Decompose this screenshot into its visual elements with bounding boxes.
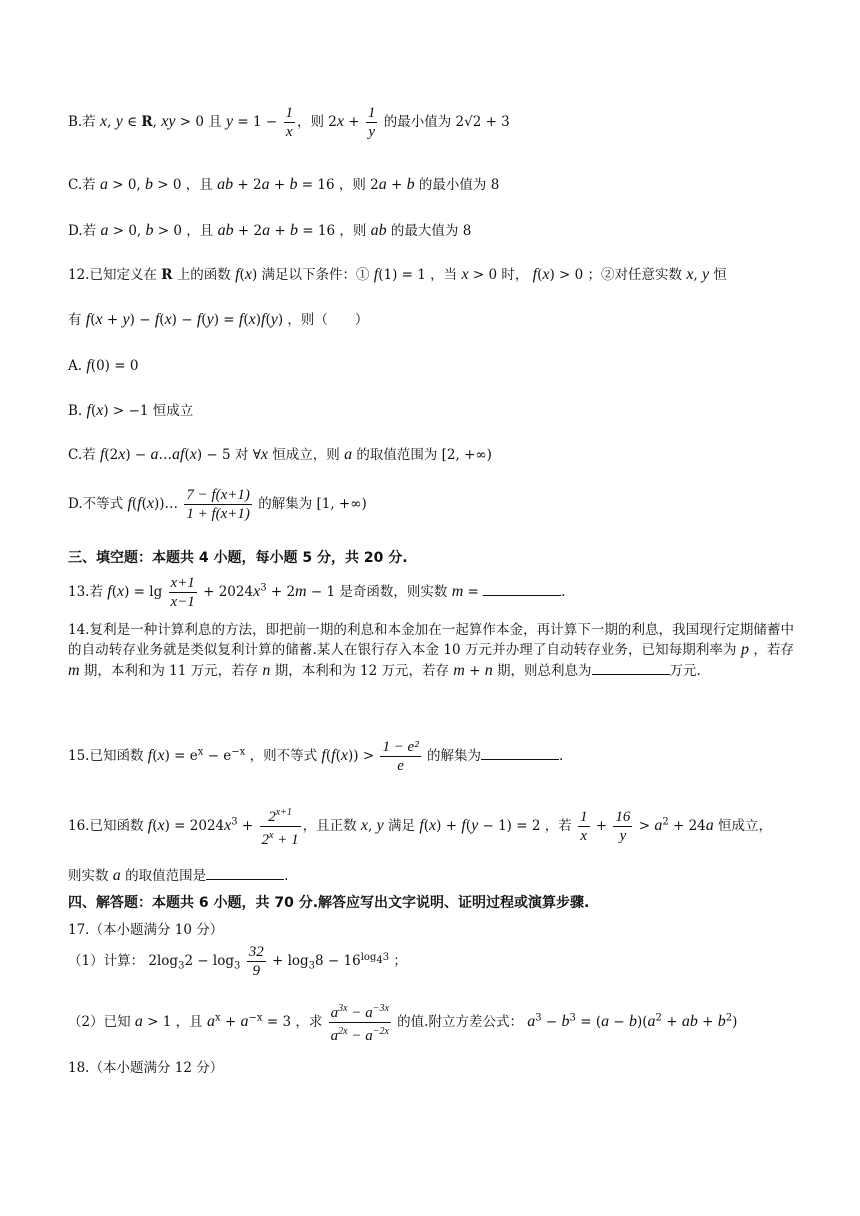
question-17-part-2: （2）已知 a > 1 ，且 $a^x + a^{-x} = 3$ ，求 $\frac{a^{3x} - a^{-3x}}{a^{2x} - a^{-2x}}$ 的值.附立方差公式： $a^3 - b^3 = (a - b)(a^2$ + ab + $b^2$) (68, 1000, 737, 1045)
option-b: B.若 x, y ∈ R, xy > 0 且 y = 1 − $\frac{1}{x}$ ，则 2x + $\frac{1}{y}$ 的最小值为 2√2 + 3 (68, 105, 510, 140)
question-16-line-2: 则实数 a 的取值范围是 . (68, 867, 289, 884)
question-14: 14.复利是一种计算利息的方法，即把前一期的利息和本金加在一起算作本金，再计算下一期的利息，我国现行定期储蓄中的自动转存业务就是类似复利计算的储蓄.某人在银行存入本金 10 万元并办理了自动转存业务，已知每期利率为 p ，若存 m 期，本利和为 11 万元，若存 n 期，本利和为 12 万元，若存 m + n 期，则总利息为 万元. (68, 622, 795, 679)
question-12-option-a: A. f(0) = 0 (68, 357, 139, 374)
question-16-line-1: 16.已知函数 $f(x) = 2024x^3$ + $\frac{2^{x+1}}{2^x + 1}$ ，且正数 x, y 满足 f(x) + f(y − 1) = 2 ，若 $\frac{1}{x}$ + $\frac{16}{y}$ > $a^2 + 24a$ 恒成立， (68, 804, 772, 849)
question-12-option-d: D.不等式 f(f(x))… $\frac{7 - f(x+1)}{1 + f(x+1)}$ 的解集为 [1, +∞) (68, 487, 367, 522)
option-d: D.若 a > 0, b > 0 ，且 ab + 2a + b = 16 ，则 ab 的最大值为 8 (68, 222, 472, 239)
question-12-option-c: C.若 f(2x) − a…af(x) − 5 对 ∀x 恒成立，则 a 的取值范围为 [2, +∞) (68, 446, 492, 463)
question-15: 15.已知函数 $f(x) = e^x - e^{-x}$ ，则不等式 f(f(x)) > $\frac{\text{1 − e²}}{e}$ 的解集为 . (68, 739, 564, 774)
question-12-option-b: B. f(x) > −1 恒成立 (68, 402, 194, 419)
section-4-heading: 四、解答题：本题共 6 小题，共 70 分.解答应写出文字说明、证明过程或演算步骤. (68, 895, 590, 911)
question-17-header: 17.（本小题满分 10 分） (68, 922, 224, 938)
question-18-header: 18.（本小题满分 12 分） (68, 1060, 224, 1076)
question-17-part-1: （1）计算： $2\log_32 - \log_3$ $\frac{32}{9}$ + $\log_38 - 16^{log_43}$ ； (68, 944, 407, 979)
question-13: 13.若 f(x) = lg $\frac{x+1}{x-1}$ + $2024x^3 + 2m - 1$ 是奇函数，则实数 m = . (68, 575, 566, 610)
option-c: C.若 a > 0, b > 0 ，且 ab + 2a + b = 16 ，则 2a + b 的最小值为 8 (68, 176, 500, 193)
question-12-line-1: 12.已知定义在 R 上的函数 f(x) 满足以下条件：① f(1) = 1 ，当 x > 0 时， f(x) > 0 ；②对任意实数 x, y 恒 (68, 266, 727, 283)
question-12-line-2: 有 f(x + y) − f(x) − f(y) = f(x)f(y) ，则（ ） (68, 311, 369, 328)
section-3-heading: 三、填空题：本题共 4 小题，每小题 5 分，共 20 分. (68, 550, 408, 566)
